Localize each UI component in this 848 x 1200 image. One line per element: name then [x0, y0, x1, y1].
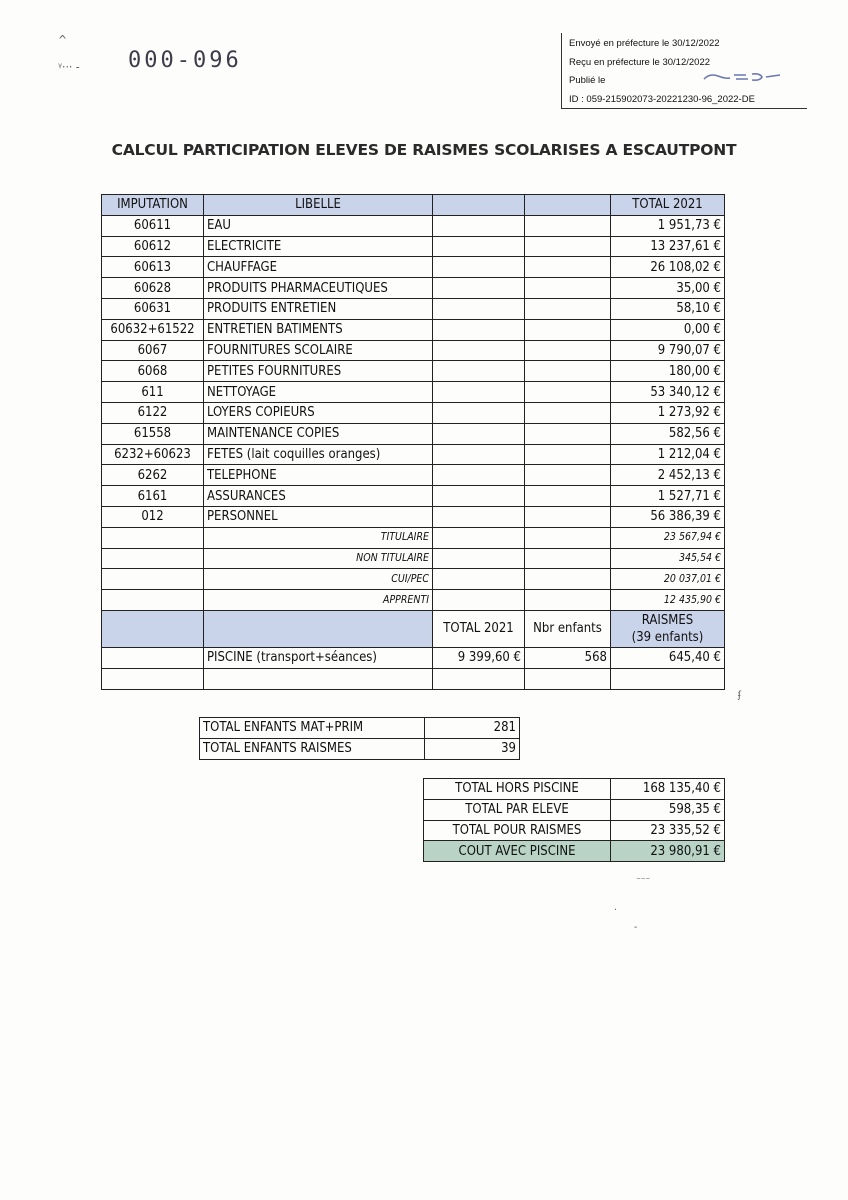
blank-cell — [433, 668, 525, 689]
detail-value: 20 037,01 € — [611, 569, 725, 590]
blank-cell — [525, 402, 611, 423]
blank-cell — [433, 465, 525, 486]
imputation-cell: 611 — [102, 382, 204, 403]
scan-mark: ⁻⁻⁻ — [636, 876, 651, 887]
prefecture-stamp — [561, 33, 807, 109]
totals-row — [424, 799, 725, 820]
children-value: 39 — [425, 738, 520, 759]
imputation-cell: 60612 — [102, 236, 204, 257]
imputation-cell: 6068 — [102, 361, 204, 382]
table-row — [102, 506, 725, 527]
totals-value: 23 335,52 € — [611, 820, 725, 841]
table-row — [102, 298, 725, 319]
libelle-cell: ASSURANCES — [204, 486, 433, 507]
children-label: TOTAL ENFANTS MAT+PRIM — [200, 718, 425, 739]
table-row — [102, 340, 725, 361]
header-libelle: LIBELLE — [204, 195, 433, 216]
blank-cell — [433, 506, 525, 527]
expense-table — [101, 194, 725, 690]
personnel-detail-row — [102, 527, 725, 548]
piscine-header-row — [102, 610, 725, 647]
blank-cell — [525, 319, 611, 340]
table-row — [102, 465, 725, 486]
libelle-cell: CHAUFFAGE — [204, 257, 433, 278]
blank-cell — [433, 257, 525, 278]
blank-cell — [525, 215, 611, 236]
piscine-header-nbr: Nbr enfants — [525, 610, 611, 647]
blank-cell — [102, 647, 204, 668]
total-cell: 180,00 € — [611, 361, 725, 382]
libelle-cell: PETITES FOURNITURES — [204, 361, 433, 382]
total-cell: 58,10 € — [611, 298, 725, 319]
blank-cell — [433, 423, 525, 444]
table-row — [102, 257, 725, 278]
table-row — [102, 486, 725, 507]
totals-value: 168 135,40 € — [611, 779, 725, 800]
detail-label: TITULAIRE — [204, 527, 433, 548]
total-cell: 53 340,12 € — [611, 382, 725, 403]
totals-label: TOTAL HORS PISCINE — [424, 779, 611, 800]
totals-row — [424, 841, 725, 862]
children-value: 281 — [425, 718, 520, 739]
detail-value: 345,54 € — [611, 548, 725, 569]
total-cell: 13 237,61 € — [611, 236, 725, 257]
table-row — [102, 382, 725, 403]
imputation-cell: 61558 — [102, 423, 204, 444]
scan-mark: ^ — [58, 33, 68, 47]
header-empty — [433, 195, 525, 216]
children-row — [200, 718, 520, 739]
blank-cell — [102, 668, 204, 689]
stamp-sent-line: Envoyé en préfecture le 30/12/2022 — [569, 38, 720, 49]
blank-cell — [433, 215, 525, 236]
scan-mark: ʄ — [738, 690, 742, 701]
blank-cell — [525, 236, 611, 257]
totals-row — [424, 820, 725, 841]
blank-cell — [433, 527, 525, 548]
blank-cell — [525, 590, 611, 611]
blank-cell — [525, 382, 611, 403]
scan-mark: - — [634, 922, 638, 933]
blank-cell — [525, 444, 611, 465]
imputation-cell: 60631 — [102, 298, 204, 319]
blank-cell — [433, 444, 525, 465]
total-cell: 26 108,02 € — [611, 257, 725, 278]
libelle-cell: EAU — [204, 215, 433, 236]
table-row — [102, 423, 725, 444]
blank-cell — [433, 278, 525, 299]
personnel-detail-row — [102, 590, 725, 611]
libelle-cell: NETTOYAGE — [204, 382, 433, 403]
libelle-cell: MAINTENANCE COPIES — [204, 423, 433, 444]
signature-logo — [702, 71, 782, 83]
piscine-nbr: 568 — [525, 647, 611, 668]
table-row — [102, 236, 725, 257]
libelle-cell: PRODUITS PHARMACEUTIQUES — [204, 278, 433, 299]
imputation-cell: 60613 — [102, 257, 204, 278]
blank-cell — [433, 548, 525, 569]
stamp-published-line: Publié le — [569, 75, 606, 86]
blank-cell — [204, 668, 433, 689]
detail-label: CUI/PEC — [204, 569, 433, 590]
blank-cell — [433, 298, 525, 319]
imputation-cell: 6122 — [102, 402, 204, 423]
imputation-cell: 6067 — [102, 340, 204, 361]
blank-cell — [525, 465, 611, 486]
blank-cell — [433, 236, 525, 257]
libelle-cell: LOYERS COPIEURS — [204, 402, 433, 423]
blank-cell — [525, 257, 611, 278]
blank-cell — [433, 486, 525, 507]
blank-cell — [525, 569, 611, 590]
piscine-raismes: 645,40 € — [611, 647, 725, 668]
blank-cell — [433, 319, 525, 340]
libelle-cell: ENTRETIEN BATIMENTS — [204, 319, 433, 340]
detail-label: APPRENTI — [204, 590, 433, 611]
blank-cell — [433, 590, 525, 611]
libelle-cell: PERSONNEL — [204, 506, 433, 527]
table-row — [102, 402, 725, 423]
libelle-cell: ELECTRICITE — [204, 236, 433, 257]
blank-cell — [525, 506, 611, 527]
document-number: 000-096 — [128, 48, 242, 73]
totals-label: TOTAL POUR RAISMES — [424, 820, 611, 841]
blank-cell — [102, 548, 204, 569]
blank-cell — [433, 382, 525, 403]
table-row — [102, 444, 725, 465]
blank-cell — [433, 340, 525, 361]
total-cell: 56 386,39 € — [611, 506, 725, 527]
total-cell: 35,00 € — [611, 278, 725, 299]
totals-label: TOTAL PAR ELEVE — [424, 799, 611, 820]
table-row — [102, 361, 725, 382]
personnel-detail-row — [102, 569, 725, 590]
page-title: CALCUL PARTICIPATION ELEVES DE RAISMES SCOLARISES A ESCAUTPONT — [111, 141, 737, 159]
imputation-cell: 012 — [102, 506, 204, 527]
empty-row — [102, 668, 725, 689]
blank-cell — [525, 486, 611, 507]
scan-mark: ᵞ··· - — [58, 60, 80, 74]
blank-cell — [611, 668, 725, 689]
total-cell: 9 790,07 € — [611, 340, 725, 361]
personnel-detail-row — [102, 548, 725, 569]
detail-value: 23 567,94 € — [611, 527, 725, 548]
imputation-cell: 60611 — [102, 215, 204, 236]
total-cell: 1 527,71 € — [611, 486, 725, 507]
blank-cell — [433, 569, 525, 590]
blank-cell — [525, 361, 611, 382]
piscine-libelle: PISCINE (transport+séances) — [204, 647, 433, 668]
libelle-cell: TELEPHONE — [204, 465, 433, 486]
piscine-total: 9 399,60 € — [433, 647, 525, 668]
detail-value: 12 435,90 € — [611, 590, 725, 611]
imputation-cell: 6232+60623 — [102, 444, 204, 465]
table-row — [102, 215, 725, 236]
totals-row — [424, 779, 725, 800]
imputation-cell: 6262 — [102, 465, 204, 486]
stamp-id-line: ID : 059-215902073-20221230-96_2022-DE — [569, 94, 755, 105]
blank-cell — [102, 610, 204, 647]
imputation-cell: 6161 — [102, 486, 204, 507]
totals-value: 23 980,91 € — [611, 841, 725, 862]
table-row — [102, 278, 725, 299]
totals-value: 598,35 € — [611, 799, 725, 820]
raismes-label: RAISMES — [641, 612, 694, 628]
header-total-2021: TOTAL 2021 — [611, 195, 725, 216]
piscine-header-raismes — [611, 610, 725, 647]
total-cell: 582,56 € — [611, 423, 725, 444]
blank-cell — [433, 402, 525, 423]
blank-cell — [525, 298, 611, 319]
total-cell: 0,00 € — [611, 319, 725, 340]
scan-mark: · — [614, 905, 617, 916]
children-label: TOTAL ENFANTS RAISMES — [200, 738, 425, 759]
header-imputation: IMPUTATION — [102, 195, 204, 216]
total-cell: 1 951,73 € — [611, 215, 725, 236]
total-cell: 1 273,92 € — [611, 402, 725, 423]
children-count-table — [199, 717, 520, 760]
blank-cell — [525, 278, 611, 299]
imputation-cell: 60632+61522 — [102, 319, 204, 340]
libelle-cell: FETES (lait coquilles oranges) — [204, 444, 433, 465]
header-empty — [525, 195, 611, 216]
libelle-cell: FOURNITURES SCOLAIRE — [204, 340, 433, 361]
stamp-received-line: Reçu en préfecture le 30/12/2022 — [569, 57, 711, 68]
blank-cell — [525, 548, 611, 569]
blank-cell — [525, 668, 611, 689]
blank-cell — [102, 527, 204, 548]
children-row — [200, 738, 520, 759]
table-header-row — [102, 195, 725, 216]
imputation-cell: 60628 — [102, 278, 204, 299]
raismes-count-label: (39 enfants) — [631, 629, 704, 645]
table-row — [102, 319, 725, 340]
total-cell: 2 452,13 € — [611, 465, 725, 486]
blank-cell — [525, 423, 611, 444]
detail-label: NON TITULAIRE — [204, 548, 433, 569]
totals-table — [423, 778, 725, 862]
piscine-row — [102, 647, 725, 668]
blank-cell — [204, 610, 433, 647]
blank-cell — [102, 590, 204, 611]
blank-cell — [433, 361, 525, 382]
libelle-cell: PRODUITS ENTRETIEN — [204, 298, 433, 319]
blank-cell — [525, 340, 611, 361]
totals-label: COUT AVEC PISCINE — [424, 841, 611, 862]
blank-cell — [102, 569, 204, 590]
total-cell: 1 212,04 € — [611, 444, 725, 465]
piscine-header-total: TOTAL 2021 — [433, 610, 525, 647]
blank-cell — [525, 527, 611, 548]
